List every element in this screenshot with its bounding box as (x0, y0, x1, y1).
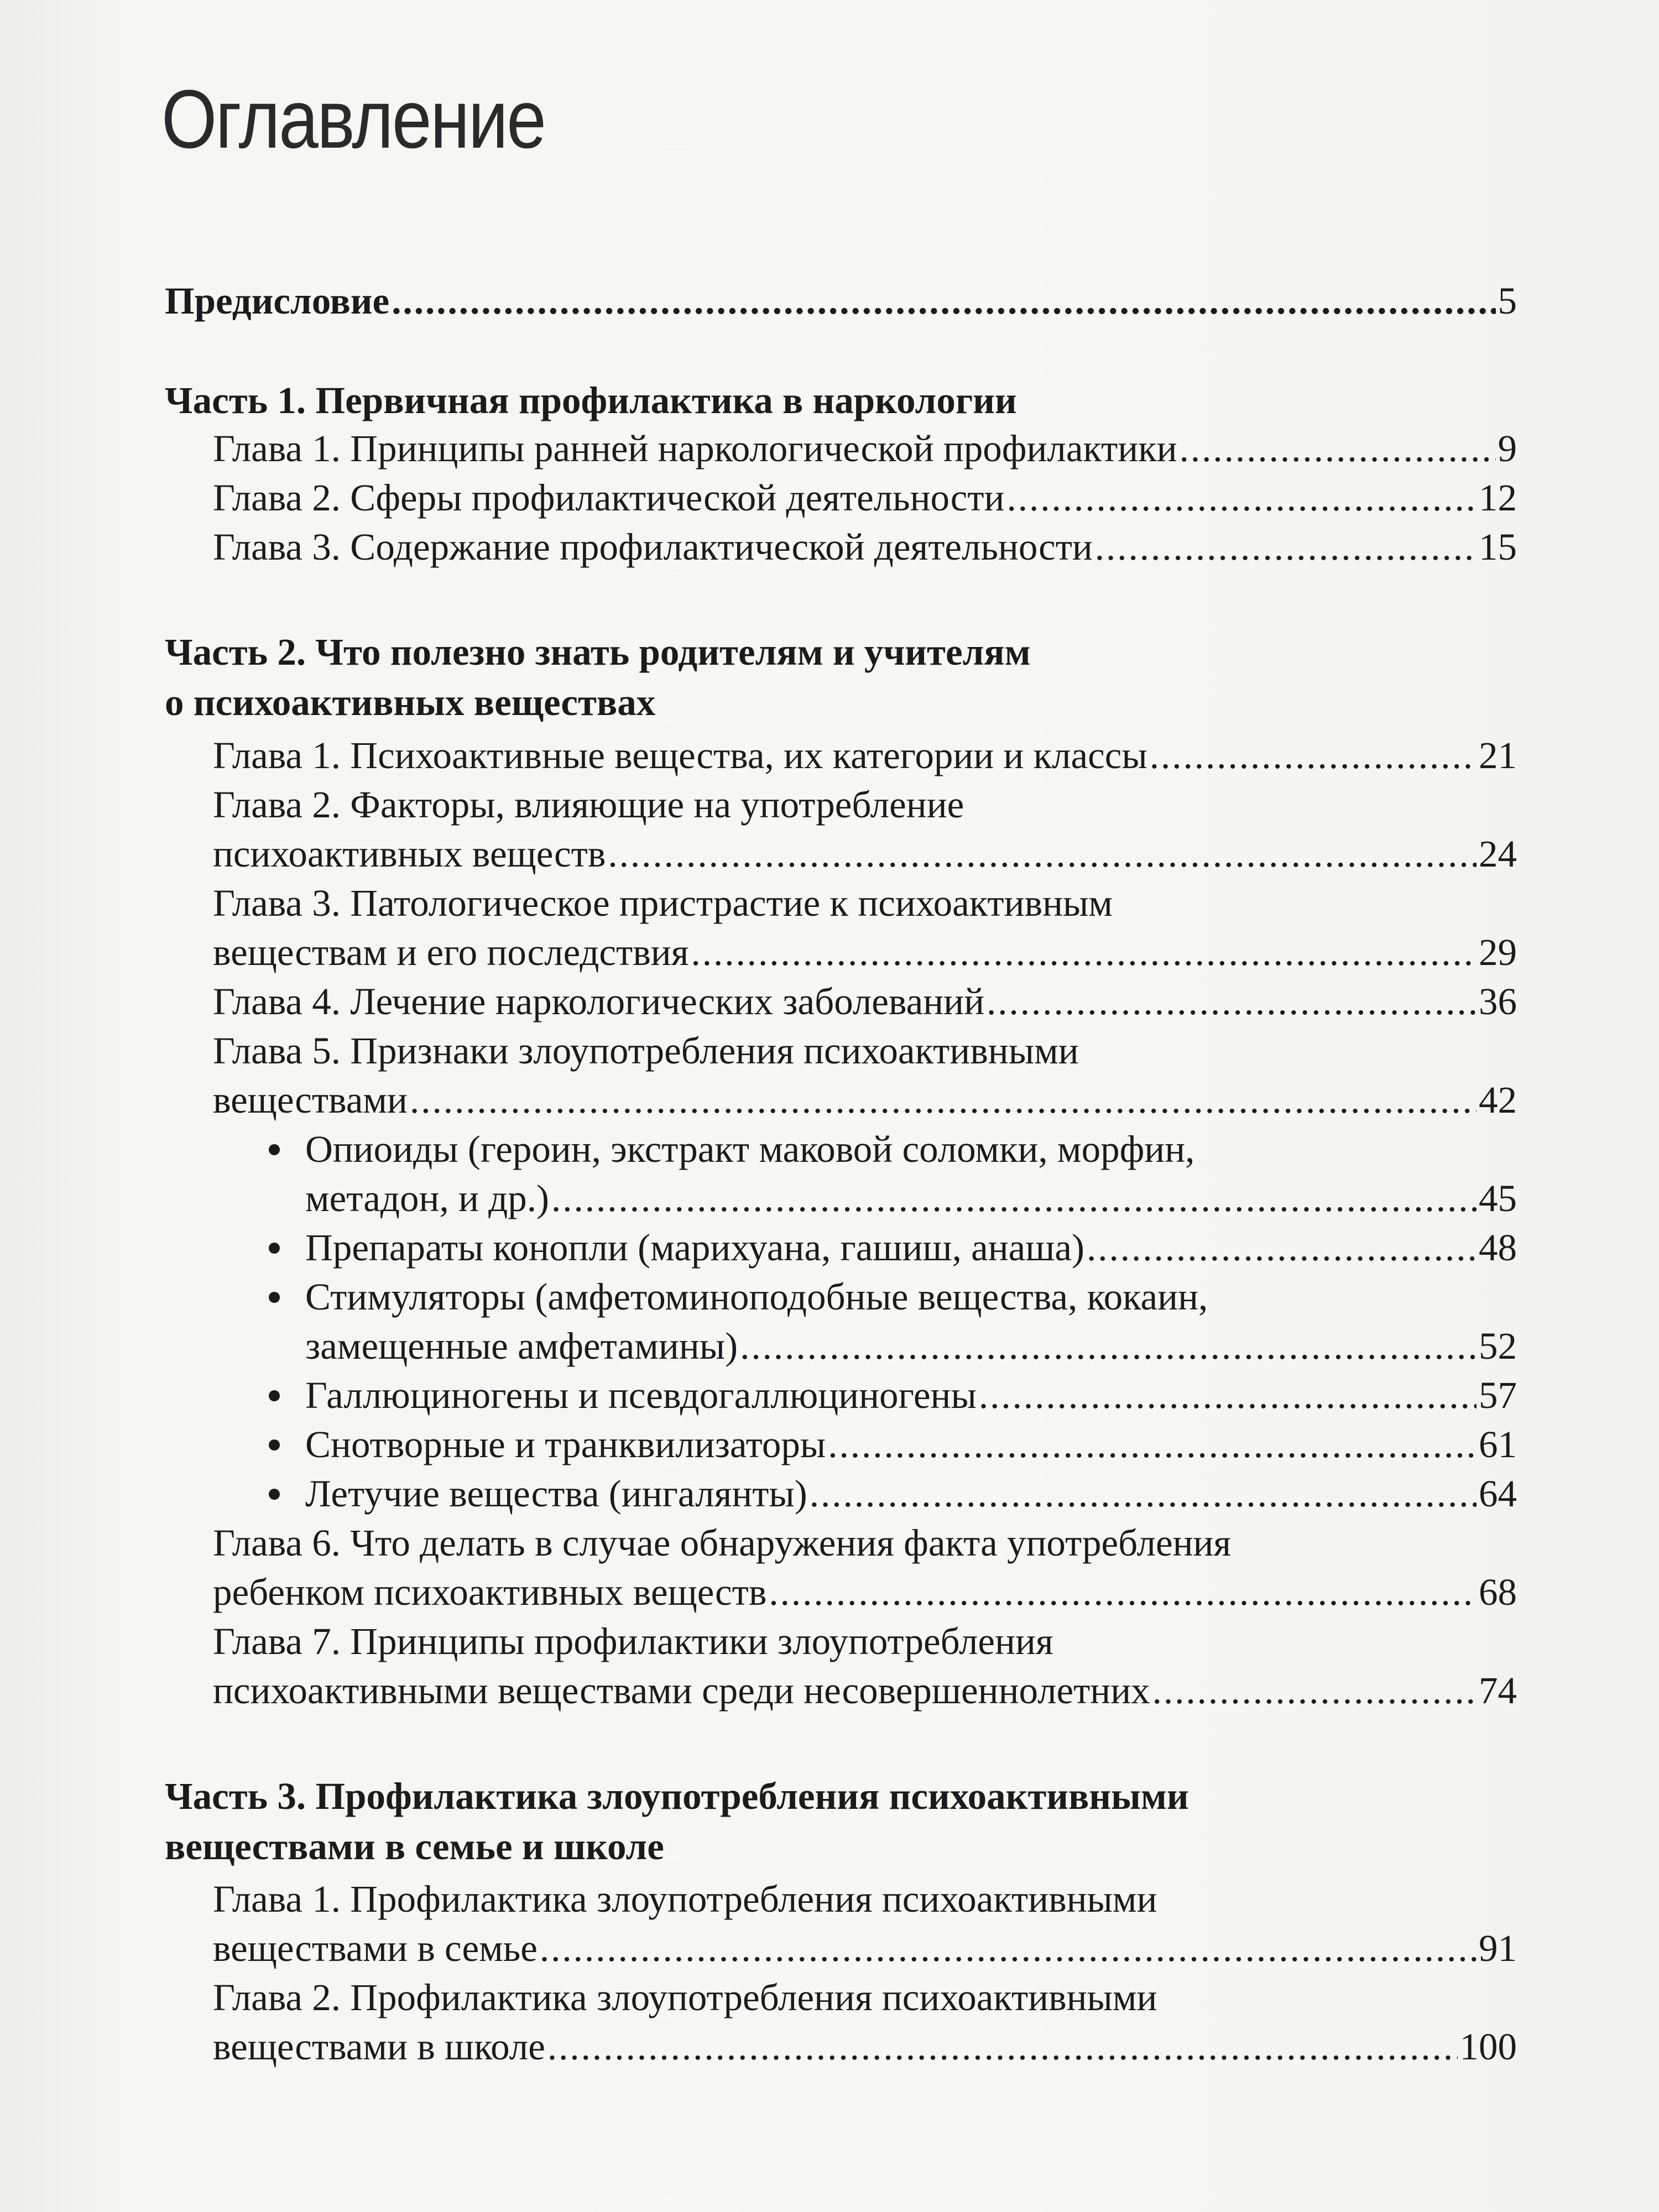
toc-entry-part2-ch6 (213, 1573, 1517, 1611)
dot-leader (1006, 479, 1477, 517)
toc-entry-label: психоактивных веществ (213, 833, 606, 875)
toc-bullet-1 (305, 1177, 1517, 1219)
dot-leader (1180, 430, 1496, 468)
dot-leader (740, 1327, 1477, 1365)
toc-entry-text: Галлюциногены и псевдогаллюциногены (305, 1374, 977, 1416)
toc-entry-part2-ch3-line1: Глава 3. Патологическое пристрастие к психоактивным (213, 882, 1113, 924)
toc-entry-label: Стимуляторы (амфетоминоподобные вещества, кокаин, (305, 1276, 1208, 1318)
toc-entry-label: веществами в школе (213, 2026, 545, 2068)
toc-page-number: 29 (1479, 931, 1517, 973)
toc-entry-label: Глава 2. Сферы профилактической деятельности (213, 477, 1005, 519)
part-3-heading-line1: Часть 3. Профилактика злоупотребления психоактивными (165, 1775, 1189, 1817)
dot-leader (551, 1180, 1477, 1218)
toc-bullet-3-line1 (269, 1278, 1208, 1316)
dot-leader (987, 983, 1477, 1021)
part-2-heading-line2: о психоактивных веществах (165, 681, 656, 723)
toc-page-number: 42 (1479, 1079, 1517, 1121)
toc-page-number: 15 (1479, 526, 1517, 568)
toc-entry-part2-ch5-line1: Глава 5. Признаки злоупотребления психоактивными (213, 1030, 1079, 1072)
toc-entry-label: Глава 4. Лечение наркологических заболеваний (213, 980, 984, 1022)
dot-leader (691, 933, 1477, 972)
toc-bullet-4 (269, 1376, 1517, 1415)
dot-leader (410, 1081, 1477, 1119)
toc-entry-label (269, 1475, 807, 1513)
toc-bullet-5 (269, 1423, 1517, 1465)
toc-page-number: 74 (1479, 1670, 1517, 1712)
toc-entry-part2-ch7-line1: Глава 7. Принципы профилактики злоупотребления (213, 1620, 1053, 1662)
dot-leader (1152, 1672, 1477, 1710)
toc-page-number: 57 (1479, 1374, 1517, 1416)
dot-leader (979, 1376, 1477, 1415)
dot-leader (547, 2028, 1458, 2066)
page-title: Оглавление (161, 72, 545, 165)
toc-entry-part1-ch3 (213, 528, 1517, 566)
bullet-icon (269, 1292, 280, 1303)
part-3-heading-line2: веществами в семье и школе (165, 1825, 664, 1867)
toc-entry-label: метадон, и др.) (305, 1177, 549, 1219)
dot-leader (540, 1929, 1477, 1968)
toc-entry-text: Летучие вещества (ингалянты) (305, 1473, 807, 1515)
bullet-icon (269, 1243, 280, 1254)
toc-entry-part2-ch4 (213, 980, 1517, 1022)
toc-entry-part3-ch2-line1: Глава 2. Профилактика злоупотребления психоактивными (213, 1976, 1157, 2018)
toc-bullet-1-line1 (269, 1130, 1194, 1168)
toc-entry-label: веществам и его последствия (213, 931, 689, 973)
toc-page-number: 91 (1479, 1927, 1517, 1969)
part-2-heading-line1: Часть 2. Что полезно знать родителям и учителям (165, 631, 1031, 673)
toc-entry-label: Опиоиды (героин, экстракт маковой соломки, морфин, (305, 1128, 1195, 1170)
toc-page-number: 21 (1479, 734, 1517, 776)
toc-entry-label: замещенные амфетамины) (305, 1325, 738, 1367)
dot-leader (1095, 528, 1477, 566)
toc-entry-label: веществами (213, 1079, 408, 1121)
toc-entry-part1-ch1 (213, 427, 1517, 469)
toc-page-number: 5 (1498, 280, 1517, 322)
toc-entry-part2-ch2-line1: Глава 2. Факторы, влияющие на употребление (213, 784, 964, 826)
toc-entry-part2-ch3 (213, 933, 1517, 972)
toc-page-number: 61 (1479, 1423, 1517, 1465)
toc-entry-part2-ch2 (213, 835, 1517, 873)
toc-entry-label: психоактивными веществами среди несовершеннолетних (213, 1670, 1150, 1712)
toc-entry-text: Препараты конопли (марихуана, гашиш, анаша) (305, 1227, 1084, 1269)
toc-page-number: 52 (1479, 1325, 1517, 1367)
toc-entry-label: Глава 3. Содержание профилактической деятельности (213, 526, 1093, 568)
dot-leader (1087, 1229, 1477, 1267)
toc-bullet-2 (269, 1229, 1517, 1267)
toc-entry-part3-ch1 (213, 1929, 1517, 1968)
toc-entry-part1-ch2 (213, 479, 1517, 517)
bullet-icon (269, 1144, 280, 1155)
dot-leader (769, 1573, 1477, 1611)
toc-page-number: 36 (1479, 980, 1517, 1022)
toc-entry-label: Предисловие (165, 280, 390, 322)
part-1-heading: Часть 1. Первичная профилактика в наркологии (165, 379, 1017, 421)
dot-leader (828, 1426, 1477, 1464)
dot-leader (1150, 737, 1477, 775)
bullet-icon (269, 1489, 280, 1500)
bullet-icon (269, 1439, 280, 1451)
toc-entry-part3-ch2 (213, 2028, 1517, 2066)
toc-entry-label (269, 1229, 1084, 1267)
toc-bullet-3 (305, 1327, 1517, 1365)
toc-entry-label: Глава 1. Принципы ранней наркологической профилактики (213, 427, 1177, 469)
toc-entry-part2-ch1 (213, 734, 1517, 776)
toc-entry-part2-ch7 (213, 1672, 1517, 1710)
toc-page-number: 48 (1479, 1227, 1517, 1269)
dot-leader (392, 282, 1495, 320)
toc-entry-label (269, 1423, 826, 1465)
toc-entry-label: веществами в семье (213, 1927, 538, 1969)
toc-entry-label: Глава 1. Психоактивные вещества, их категории и классы (213, 734, 1147, 776)
toc-entry-part2-ch6-line1: Глава 6. Что делать в случае обнаружения факта употребления (213, 1522, 1232, 1564)
toc-page-number: 100 (1459, 2026, 1517, 2068)
toc-entry-preface (165, 282, 1517, 320)
toc-entry-part3-ch1-line1: Глава 1. Профилактика злоупотребления психоактивными (213, 1878, 1157, 1920)
toc-page-number: 45 (1479, 1177, 1517, 1219)
toc-page-number: 24 (1479, 833, 1517, 875)
toc-entry-text: Снотворные и транквилизаторы (305, 1423, 826, 1465)
toc-page-number: 12 (1479, 477, 1517, 519)
toc-entry-label: ребенком психоактивных веществ (213, 1571, 767, 1613)
toc-page-number: 64 (1479, 1473, 1517, 1515)
toc-entry-part2-ch5 (213, 1081, 1517, 1119)
bullet-icon (269, 1390, 280, 1401)
dot-leader (810, 1475, 1477, 1513)
toc-bullet-6 (269, 1475, 1517, 1513)
dot-leader (608, 835, 1477, 873)
toc-page-number: 68 (1479, 1571, 1517, 1613)
toc-entry-label (269, 1376, 977, 1415)
toc-page-number: 9 (1498, 427, 1517, 469)
